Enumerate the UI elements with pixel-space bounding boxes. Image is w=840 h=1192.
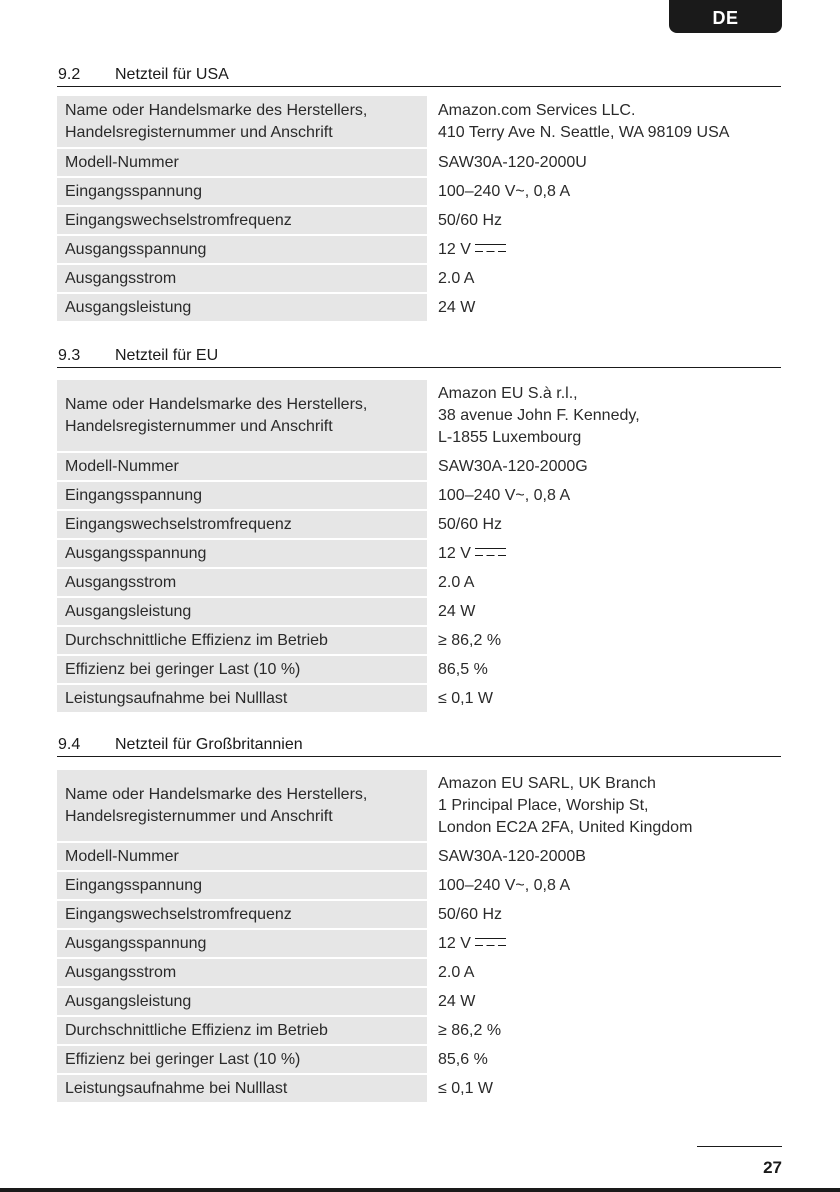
spec-label: Eingangsspannung [57,871,429,900]
spec-value [429,987,782,1016]
spec-value-text: 24 W [438,298,476,316]
language-badge: DE [669,0,782,33]
spec-row [57,626,781,655]
spec-table [57,96,781,323]
section-heading [57,347,781,368]
spec-label: Eingangswechselstromfrequenz [57,900,429,929]
spec-value [429,177,782,206]
spec-value-text: SAW30A-120-2000G [438,457,588,475]
spec-label: Durchschnittliche Effizienz im Betrieb [57,1016,429,1045]
spec-value [429,1016,782,1045]
spec-label: Ausgangsstrom [57,958,429,987]
section-heading [57,736,781,757]
spec-label: Eingangsspannung [57,177,429,206]
spec-value [429,770,782,842]
spec-row [57,684,781,713]
spec-value-text: 24 W [438,602,476,620]
spec-label: Modell-Nummer [57,842,429,871]
spec-label: Effizienz bei geringer Last (10 %) [57,1045,429,1074]
spec-value [429,958,782,987]
dc-symbol-icon [475,548,506,556]
section-title: Netzteil für USA [115,66,229,83]
spec-value [429,293,782,322]
spec-label: Modell-Nummer [57,148,429,177]
spec-value [429,510,782,539]
spec-label: Effizienz bei geringer Last (10 %) [57,655,429,684]
spec-value-text: 24 W [438,992,476,1010]
spec-value [429,626,782,655]
spec-value-text: 2.0 A [438,573,475,591]
spec-row [57,1016,781,1045]
spec-label: Ausgangsstrom [57,568,429,597]
spec-value [429,1045,782,1074]
spec-table [57,770,781,1104]
spec-row [57,929,781,958]
spec-value [429,684,782,713]
spec-label: Ausgangsleistung [57,293,429,322]
spec-row [57,568,781,597]
spec-row [57,770,781,842]
spec-value [429,96,782,148]
spec-value-text: 50/60 Hz [438,211,503,229]
spec-value-text: 12 V [438,240,471,258]
spec-value-text: 50/60 Hz [438,905,503,923]
spec-value [429,380,782,452]
spec-label: Modell-Nummer [57,452,429,481]
spec-row [57,148,781,177]
spec-value-text: 2.0 A [438,269,475,287]
spec-value [429,871,782,900]
spec-value-text: 85,6 % [438,1050,488,1068]
spec-value-text: 100–240 V~, 0,8 A [438,182,571,200]
section-number: 9.4 [58,736,81,753]
spec-label: Name oder Handelsmarke des Herstellers, Handelsregisternummer und Anschrift [57,96,429,148]
spec-label: Leistungsaufnahme bei Nulllast [57,1074,429,1103]
spec-value [429,842,782,871]
spec-value-text: ≤ 0,1 W [438,1079,494,1097]
spec-value-text: ≤ 0,1 W [438,689,494,707]
spec-row [57,264,781,293]
spec-value-text: 100–240 V~, 0,8 A [438,876,571,894]
spec-value-text: Amazon EU SARL, UK Branch 1 Principal Place, Worship St, London EC2A 2FA, United Kingdom [438,774,693,836]
dc-symbol-icon [475,938,506,946]
spec-label: Ausgangsleistung [57,987,429,1016]
spec-value-text: ≥ 86,2 % [438,1021,502,1039]
spec-label: Ausgangsspannung [57,929,429,958]
spec-label: Durchschnittliche Effizienz im Betrieb [57,626,429,655]
section-usa [57,66,781,316]
spec-value-text: SAW30A-120-2000U [438,153,587,171]
spec-value-text: 12 V [438,934,471,952]
spec-row [57,1045,781,1074]
spec-value-text: ≥ 86,2 % [438,631,502,649]
section-uk [57,736,781,1097]
spec-value-text: Amazon EU S.à r.l., 38 avenue John F. Kennedy, L-1855 Luxembourg [438,384,640,446]
spec-label: Ausgangsspannung [57,539,429,568]
spec-row [57,96,781,148]
spec-row [57,206,781,235]
spec-value [429,235,782,264]
spec-row [57,510,781,539]
spec-table [57,380,781,714]
spec-label: Eingangswechselstromfrequenz [57,510,429,539]
spec-row [57,597,781,626]
section-title: Netzteil für Großbritannien [115,736,303,753]
spec-label: Name oder Handelsmarke des Herstellers, Handelsregisternummer und Anschrift [57,770,429,842]
footer-rule [697,1146,782,1147]
spec-value-text: SAW30A-120-2000B [438,847,586,865]
spec-value [429,1074,782,1103]
section-eu [57,347,781,707]
spec-row [57,235,781,264]
spec-row [57,871,781,900]
spec-value [429,568,782,597]
spec-value [429,900,782,929]
spec-row [57,539,781,568]
section-number: 9.3 [58,347,81,364]
spec-value-text: 12 V [438,544,471,562]
section-heading [57,66,781,87]
spec-label: Ausgangsspannung [57,235,429,264]
spec-value [429,655,782,684]
spec-value [429,539,782,568]
spec-label: Leistungsaufnahme bei Nulllast [57,684,429,713]
bottom-rule [0,1188,840,1192]
spec-value-text: Amazon.com Services LLC. 410 Terry Ave N. Seattle, WA 98109 USA [438,101,730,141]
dc-symbol-icon [475,244,506,252]
spec-value [429,597,782,626]
spec-label: Name oder Handelsmarke des Herstellers, Handelsregisternummer und Anschrift [57,380,429,452]
spec-value-text: 2.0 A [438,963,475,981]
spec-value [429,452,782,481]
spec-value [429,206,782,235]
spec-value [429,264,782,293]
spec-value [429,481,782,510]
spec-row [57,655,781,684]
spec-value [429,929,782,958]
spec-value-text: 50/60 Hz [438,515,503,533]
spec-value-text: 100–240 V~, 0,8 A [438,486,571,504]
spec-value [429,148,782,177]
page-number: 27 [763,1158,782,1177]
spec-row [57,293,781,322]
spec-row [57,481,781,510]
section-number: 9.2 [58,66,81,83]
spec-row [57,177,781,206]
spec-row [57,987,781,1016]
spec-row [57,842,781,871]
spec-row [57,900,781,929]
spec-label: Ausgangsleistung [57,597,429,626]
spec-row [57,958,781,987]
spec-row [57,380,781,452]
spec-value-text: 86,5 % [438,660,488,678]
section-title: Netzteil für EU [115,347,219,364]
spec-row [57,1074,781,1103]
spec-row [57,452,781,481]
spec-label: Eingangsspannung [57,481,429,510]
spec-label: Ausgangsstrom [57,264,429,293]
spec-label: Eingangswechselstromfrequenz [57,206,429,235]
